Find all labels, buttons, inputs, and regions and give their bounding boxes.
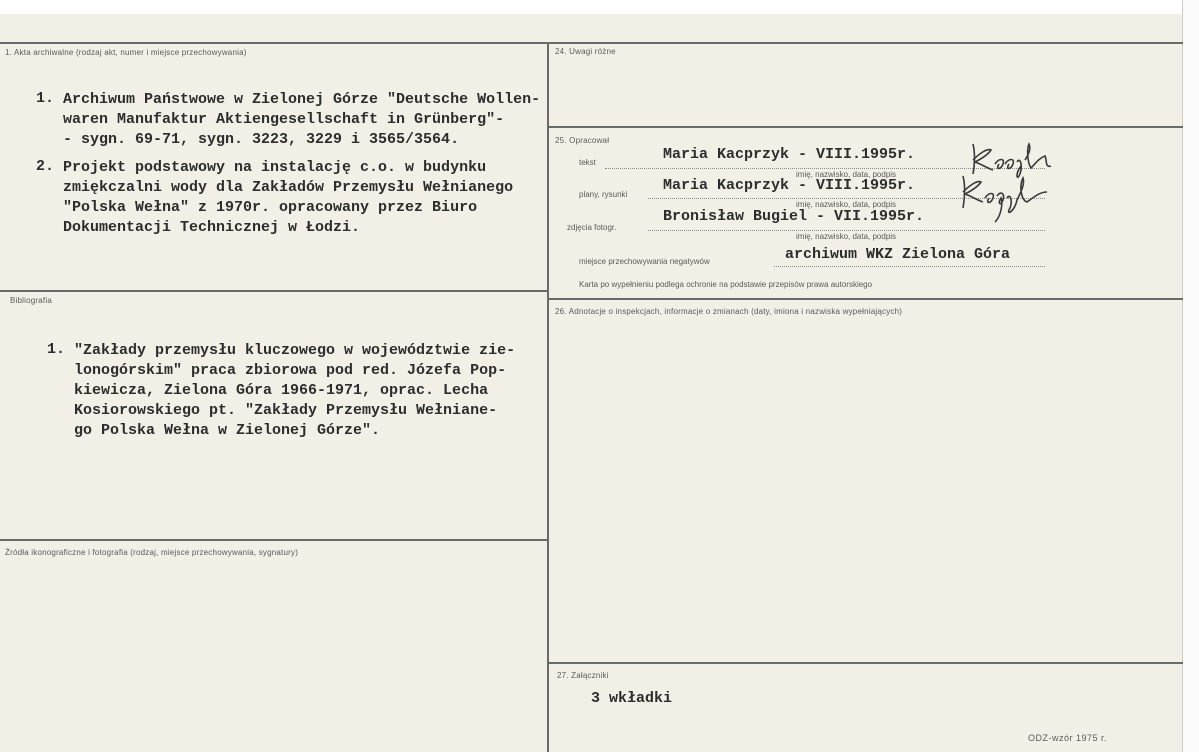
text-line: go Polska Wełna w Zielonej Górze". bbox=[74, 422, 381, 439]
text-line: waren Manufaktur Aktiengesellschaft in Grünberg"- bbox=[63, 111, 505, 128]
section-26-label: 26. Adnotacje o inspekcjach, informacje o zmianach (daty, imiona i nazwiska wypełniających) bbox=[555, 307, 903, 316]
plany-value: Maria Kacprzyk - VIII.1995r. bbox=[663, 177, 916, 194]
negatives-location-value: archiwum WKZ Zielona Góra bbox=[785, 246, 1011, 263]
right-rule-2 bbox=[548, 298, 1183, 300]
section-24-label: 24. Uwagi różne bbox=[555, 47, 616, 56]
right-rule-3 bbox=[548, 662, 1183, 664]
text-line: Kosiorowskiego pt. "Zakłady Przemysłu Wełniane- bbox=[74, 402, 498, 419]
top-rule bbox=[0, 42, 1183, 44]
s21-item-1-number: 1. bbox=[36, 90, 55, 107]
text-line: "Zakłady przemysłu kluczowego w województwie zie- bbox=[74, 342, 516, 359]
text-line: "Polska Wełna" z 1970r. opracowany przez Biuro bbox=[63, 199, 478, 216]
text-line: kiewicza, Zielona Góra 1966-1971, oprac. Lecha bbox=[74, 382, 489, 399]
zdjecia-label: zdjęcia fotogr. bbox=[567, 223, 617, 232]
text-line: zmiękczalni wody dla Zakładów Przemysłu Wełnianego bbox=[63, 179, 514, 196]
text-line: Projekt podstawowy na instalację c.o. w budynku bbox=[63, 159, 487, 176]
caption-name-date-signature: imię, nazwisko, data, podpis bbox=[796, 232, 897, 241]
scan-right-edge bbox=[1182, 0, 1199, 752]
bibliography-item-1-number: 1. bbox=[47, 341, 66, 358]
tekst-label: tekst bbox=[579, 158, 596, 167]
scan-top-margin bbox=[0, 0, 1199, 14]
bibliography-item-1-text bbox=[74, 341, 515, 441]
left-rule-1 bbox=[0, 290, 548, 292]
plany-label: plany, rysunki bbox=[579, 190, 628, 199]
signature-2 bbox=[955, 170, 1065, 226]
negatives-dotted-line bbox=[774, 266, 1045, 267]
section-25-label: 25. Opracował bbox=[555, 136, 610, 145]
attachments-value: 3 wkładki bbox=[591, 690, 673, 707]
zdjecia-dotted-line bbox=[648, 230, 1045, 231]
s21-item-2-text bbox=[63, 158, 513, 238]
iconographic-sources-label: Źródła ikonograficzne i fotografia (rodzaj, miejsce przechowywania, sygnatury) bbox=[5, 548, 299, 557]
left-rule-2 bbox=[0, 539, 548, 541]
s21-item-2-number: 2. bbox=[36, 158, 55, 175]
text-line: Archiwum Państwowe w Zielonej Górze "Deutsche Wollen- bbox=[63, 91, 541, 108]
text-line: - sygn. 69-71, sygn. 3223, 3229 i 3565/3564. bbox=[63, 131, 460, 148]
section-21-label: 1. Akta archiwalne (rodzaj akt, numer i miejsce przechowywania) bbox=[5, 48, 247, 57]
section-27-label: 27. Załączniki bbox=[557, 671, 609, 680]
caption-name-date-signature: imię, nazwisko, data, podpis bbox=[796, 170, 897, 179]
text-line: lonogórskim" praca zbiorowa pod red. Józefa Pop- bbox=[74, 362, 507, 379]
form-template-footer: ODZ-wzór 1975 r. bbox=[1028, 733, 1108, 743]
column-divider bbox=[547, 42, 549, 752]
copyright-note: Karta po wypełnieniu podlega ochronie na podstawie przepisów prawa autorskiego bbox=[579, 280, 873, 289]
caption-name-date-signature: imię, nazwisko, data, podpis bbox=[796, 200, 897, 209]
tekst-value: Maria Kacprzyk - VIII.1995r. bbox=[663, 146, 916, 163]
negatives-location-label: miejsce przechowywania negatywów bbox=[579, 257, 710, 266]
text-line: Dokumentacji Technicznej w Łodzi. bbox=[63, 219, 361, 236]
bibliography-label: Bibliografia bbox=[10, 296, 52, 305]
right-rule-1 bbox=[548, 126, 1183, 128]
s21-item-1-text bbox=[63, 90, 540, 150]
zdjecia-value: Bronisław Bugiel - VII.1995r. bbox=[663, 208, 925, 225]
